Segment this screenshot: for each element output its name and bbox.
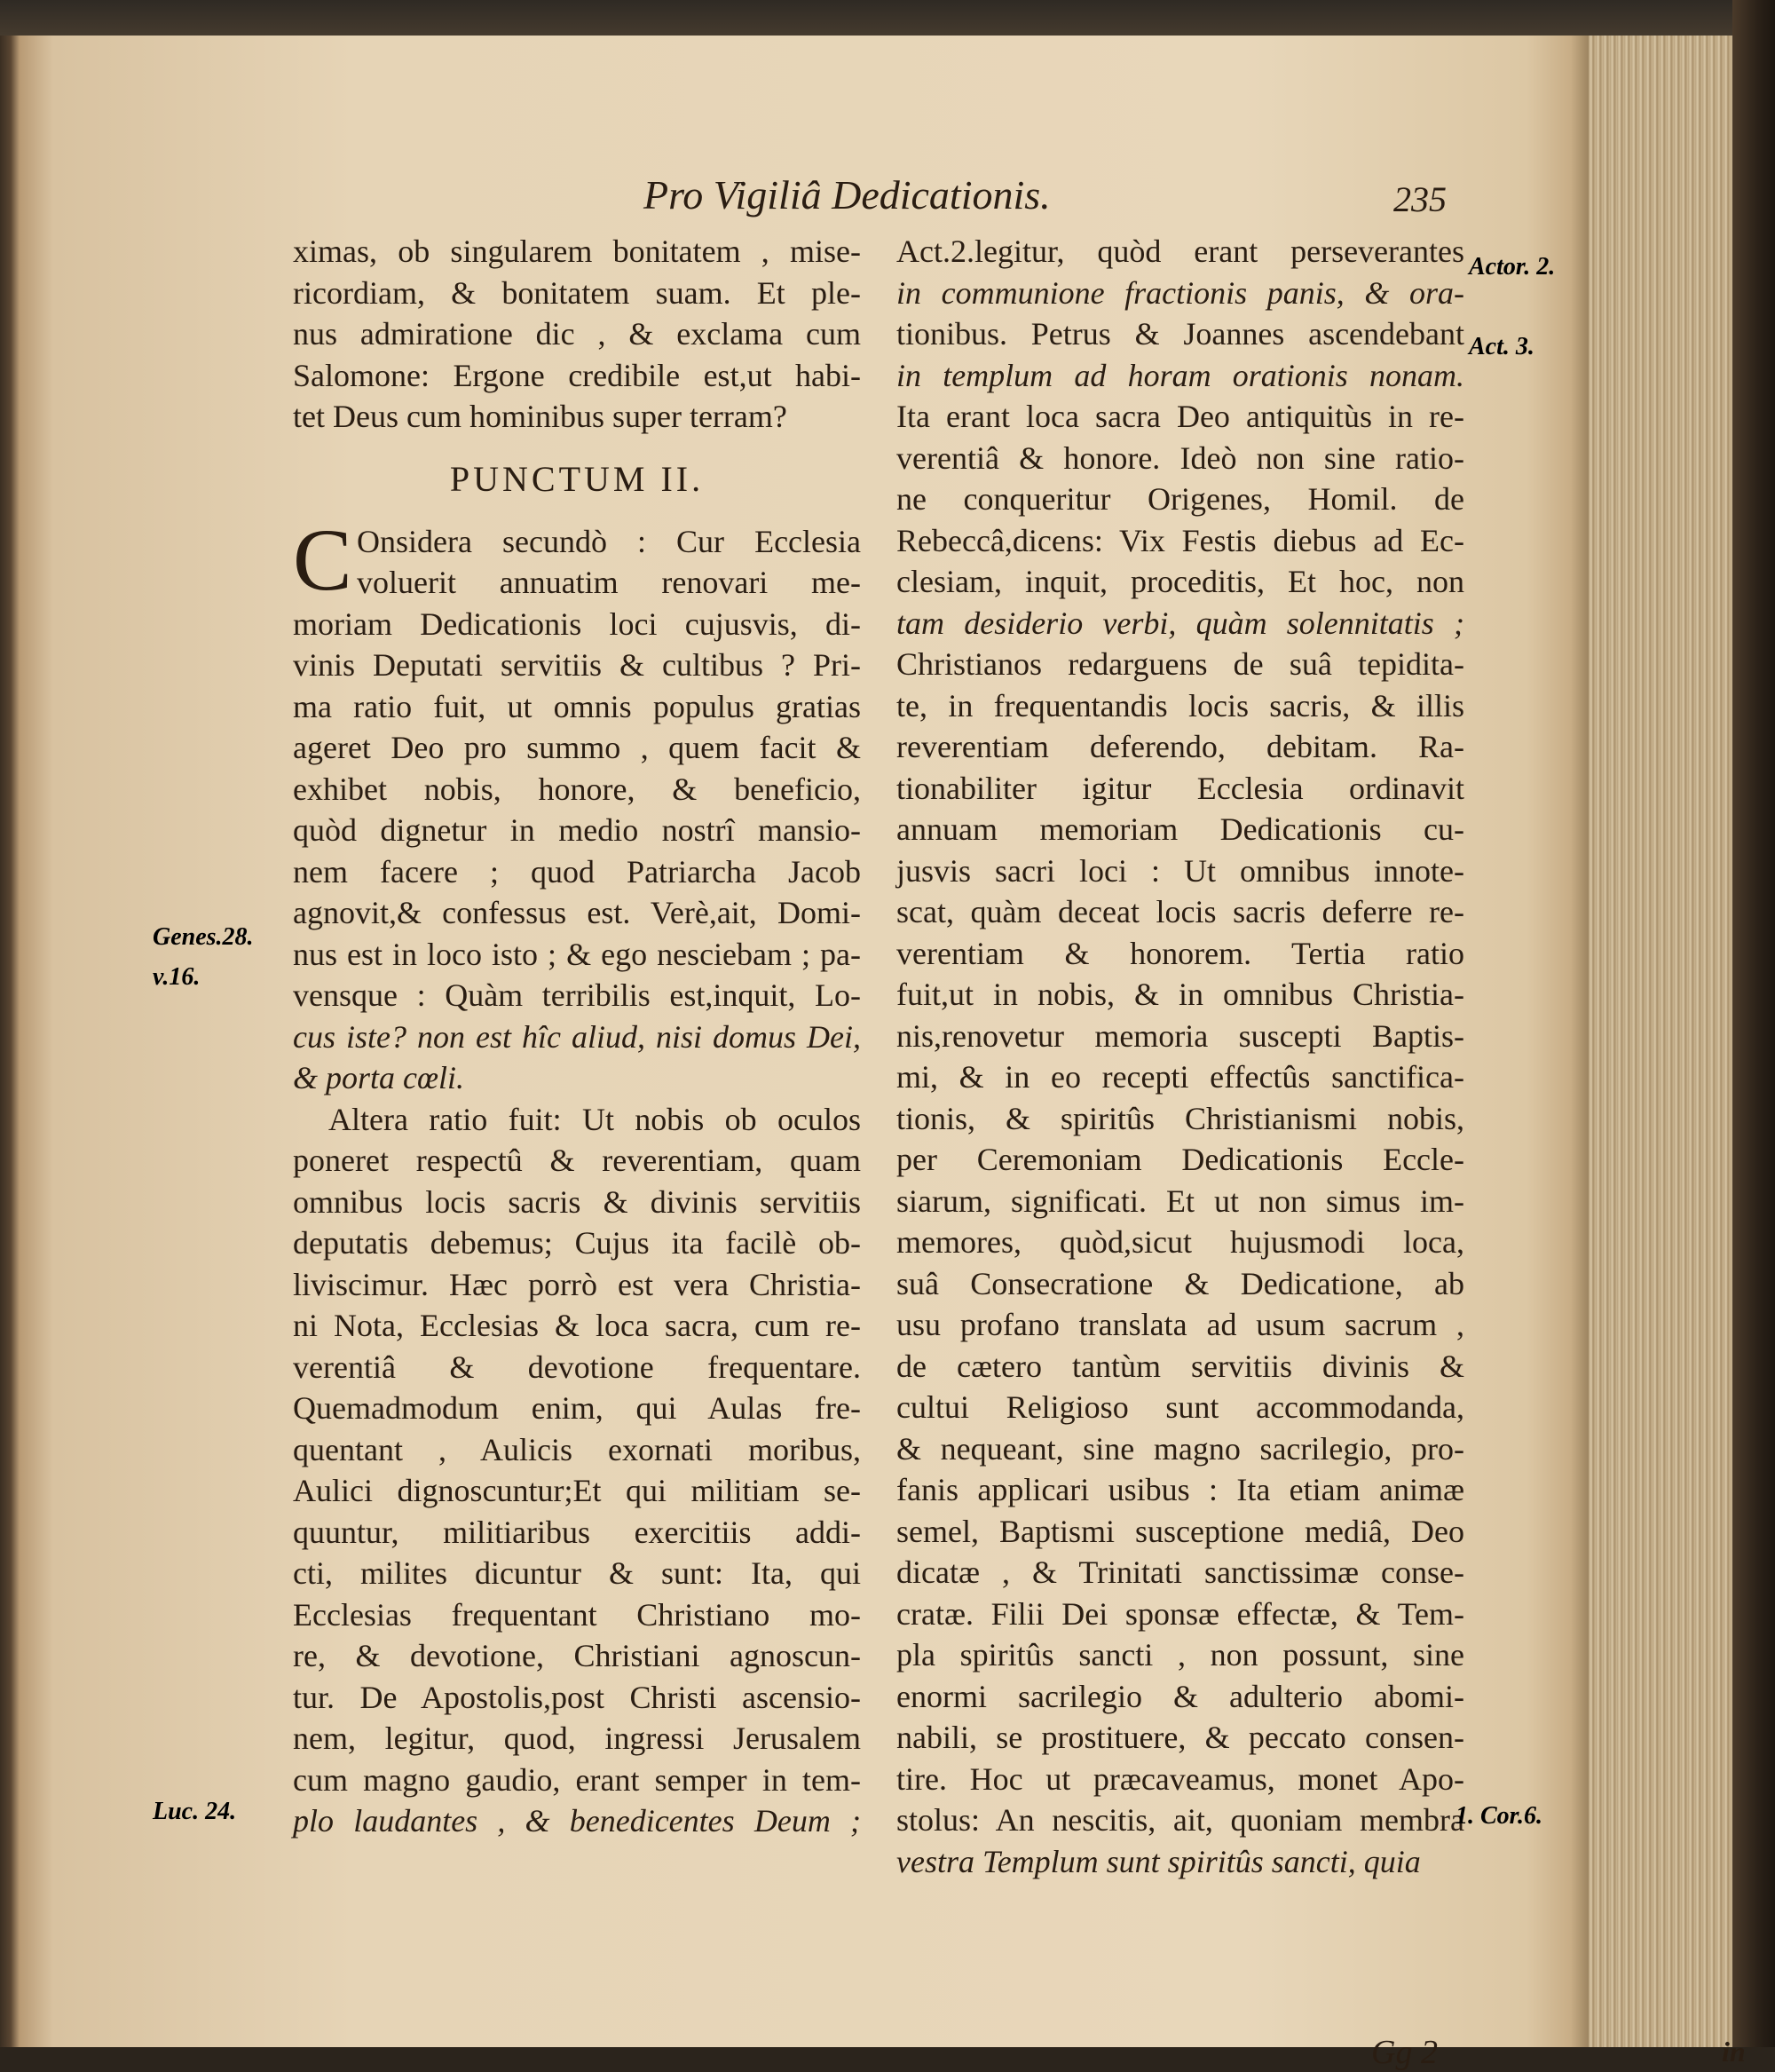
text-line: fanis applicari usibus : Ita etiam animæ	[896, 1472, 1464, 1507]
text-line: de cætero tantùm servitiis divinis &	[896, 1348, 1464, 1384]
margin-note-acts-2: Actor. 2.	[1469, 253, 1556, 281]
text-line: quentant , Aulicis exornati moribus,	[293, 1431, 861, 1467]
text-line: liviscimur. Hæc porrò est vera Christia-	[293, 1266, 861, 1302]
text-line: omnibus locis sacris & divinis servitiis	[293, 1183, 861, 1220]
text-line: vinis Deputati servitiis & cultibus ? Pri-	[293, 647, 861, 683]
text-line: reverentiam deferendo, debitam. Ra-	[896, 729, 1464, 764]
text-line: nis,renovetur memoria suscepti Baptis-	[896, 1017, 1464, 1054]
text-line: Altera ratio fuit: Ut nobis ob oculos	[328, 1101, 861, 1137]
text-line: verentiâ & devotione frequentare.	[293, 1348, 861, 1385]
text-line: tionis, & spiritûs Christianismi nobis,	[896, 1100, 1464, 1136]
text-line: cum magno gaudio, erant semper in tem-	[293, 1761, 861, 1798]
text-line: mi, & in eo recepti effectûs sanctifica-	[896, 1059, 1464, 1095]
text-line: cratæ. Filii Dei sponsæ effectæ, & Tem-	[896, 1595, 1464, 1632]
text-line: voluerit annuatim renovari me-	[357, 565, 861, 600]
text-line: Rebeccâ,dicens: Vix Festis diebus ad Ec-	[896, 522, 1464, 558]
text-line: ne conqueritur Origenes, Homil. de	[896, 481, 1464, 517]
text-line: ricordiam, & bonitatem suam. Et ple-	[293, 274, 861, 311]
text-line: nus est in loco isto ; & ego nesciebam ; pa-	[293, 936, 861, 972]
text-line: vensque : Quàm terribilis est,inquit, Lo-	[293, 977, 861, 1013]
text-line: poneret respectû & reverentiam, quam	[293, 1143, 861, 1178]
text-line: nabili, se prostituere, & peccato consen-	[896, 1720, 1464, 1755]
text-line: vestra Templum sunt spiritûs sancti, quia	[896, 1843, 1421, 1879]
left-column	[293, 231, 861, 1842]
paragraph-2	[293, 1099, 861, 1842]
catchword: in	[1722, 2036, 1746, 2068]
text-line: stolus: An nescitis, ait, quoniam membra	[896, 1802, 1464, 1838]
text-line: tur. De Apostolis,post Christi ascensio-	[293, 1679, 861, 1715]
text-line: tet Deus cum hominibus super terram?	[293, 399, 787, 434]
text-line: ni Nota, Ecclesias & loca sacra, cum re-	[293, 1308, 861, 1343]
text-line: tam desiderio verbi, quàm solennitatis ;	[896, 605, 1464, 641]
running-title: Pro Vigiliâ Dedicationis.	[643, 172, 1051, 217]
text-line: Quemadmodum enim, qui Aulas fre-	[293, 1390, 861, 1426]
text-line: tire. Hoc ut præcaveamus, monet Apo-	[896, 1760, 1464, 1797]
text-line: te, in frequentandis locis sacris, & illis	[896, 687, 1464, 724]
text-line: usu profano translata ad usum sacrum ,	[896, 1307, 1464, 1342]
text-line: tionibus. Petrus & Joannes ascendebant	[896, 316, 1464, 352]
text-line: annuam memoriam Dedicationis cu-	[896, 811, 1464, 847]
text-line: siarum, significati. Et ut non simus im-	[896, 1182, 1464, 1219]
text-line: & nequeant, sine magno sacrilegio, pro-	[896, 1430, 1464, 1467]
text-line: jusvis sacri loci : Ut omnibus innote-	[896, 852, 1464, 889]
text-line: dicatæ , & Trinitati sanctissimæ conse-	[896, 1554, 1464, 1590]
text-line: plo laudantes , & benedicentes Deum ;	[293, 1803, 861, 1839]
text-line: nem, legitur, quod, ingressi Jerusalem	[293, 1720, 861, 1756]
text-line: scat, quàm deceat locis sacris deferre re-	[896, 894, 1464, 929]
text-line: agnovit,& confessus est. Verè,ait, Domi-	[293, 895, 861, 930]
text-line: ximas, ob singularem bonitatem , mise-	[293, 233, 861, 269]
text-line: Ecclesias frequentant Christiano mo-	[293, 1596, 861, 1633]
text-line: memores, quòd,sicut hujusmodi loca,	[896, 1224, 1464, 1260]
right-column	[896, 231, 1464, 1882]
text-line: in templum ad horam orationis nonam.	[896, 357, 1464, 393]
text-line: nem facere ; quod Patriarcha Jacob	[293, 853, 861, 890]
text-line: ma ratio fuit, ut omnis populus gratias	[293, 688, 861, 724]
text-line: clesiam, inquit, proceditis, Et hoc, non	[896, 564, 1464, 599]
margin-note-genesis: Genes.28.	[153, 923, 254, 951]
text-line: Act.2.legitur, quòd erant perseverantes	[896, 233, 1464, 269]
text-line: Ita erant loca sacra Deo antiquitùs in re-	[896, 399, 1464, 434]
paragraph-1	[293, 510, 861, 1099]
text-line: Onsidera secundò : Cur Ecclesia	[357, 523, 861, 559]
text-line: in communione fractionis panis, & ora-	[896, 274, 1464, 311]
drop-capital: C	[293, 510, 352, 609]
text-line: cus iste? non est hîc aliud, nisi domus Dei,	[293, 1018, 861, 1055]
signature-mark: Gg 2	[1371, 2034, 1438, 2071]
text-line: Salomone: Ergone credibile est,ut habi-	[293, 357, 861, 393]
text-line: cti, milites dicuntur & sunt: Ita, qui	[293, 1555, 861, 1591]
text-line: per Ceremoniam Dedicationis Eccle-	[896, 1142, 1464, 1177]
margin-note-acts-3: Act. 3.	[1469, 333, 1534, 360]
margin-note-corinthians: 1. Cor.6.	[1456, 1802, 1543, 1830]
text-line: suâ Consecratione & Dedicatione, ab	[896, 1265, 1464, 1301]
text-line: cultui Religioso sunt accommodanda,	[896, 1389, 1464, 1425]
text-line: quòd dignetur in medio nostrî mansio-	[293, 812, 861, 848]
section-heading: PUNCTUM II.	[449, 458, 705, 499]
text-line: enormi sacrilegio & adulterio abomi-	[896, 1678, 1464, 1714]
margin-note-luke: Luc. 24.	[153, 1798, 237, 1825]
text-line: ageret Deo pro summo , quem facit &	[293, 730, 861, 765]
text-line: tionabiliter igitur Ecclesia ordinavit	[896, 770, 1464, 806]
text-line: re, & devotione, Christiani agnoscun-	[293, 1638, 861, 1673]
text-line: nus admiratione dic , & exclama cum	[293, 316, 861, 352]
text-line: pla spiritûs sancti , non possunt, sine	[896, 1637, 1464, 1673]
page-content	[293, 164, 1746, 2071]
text-line: Christianos redarguens de suâ tepidita-	[896, 646, 1464, 682]
text-line: deputatis debemus; Cujus ita facilè ob-	[293, 1225, 861, 1261]
margin-note-genesis-verse: v.16.	[153, 963, 201, 991]
text-line: semel, Baptismi susceptione mediâ, Deo	[896, 1513, 1464, 1549]
text-line: verentiam & honorem. Tertia ratio	[896, 935, 1464, 971]
page-number: 235	[1393, 179, 1447, 219]
book-cover	[1732, 0, 1775, 2047]
text-line: & porta cœli.	[293, 1060, 465, 1095]
text-line: fuit,ut in nobis, & in omnibus Christia-	[896, 977, 1464, 1012]
text-line: moriam Dedicationis loci cujusvis, di-	[293, 605, 861, 642]
text-line: exhibet nobis, honore, & beneficio,	[293, 771, 861, 807]
text-line: verentiâ & honore. Ideò non sine ratio-	[896, 439, 1464, 476]
text-line: Aulici dignoscuntur;Et qui militiam se-	[293, 1473, 861, 1508]
text-line: quuntur, militiaribus exercitiis addi-	[293, 1514, 861, 1550]
